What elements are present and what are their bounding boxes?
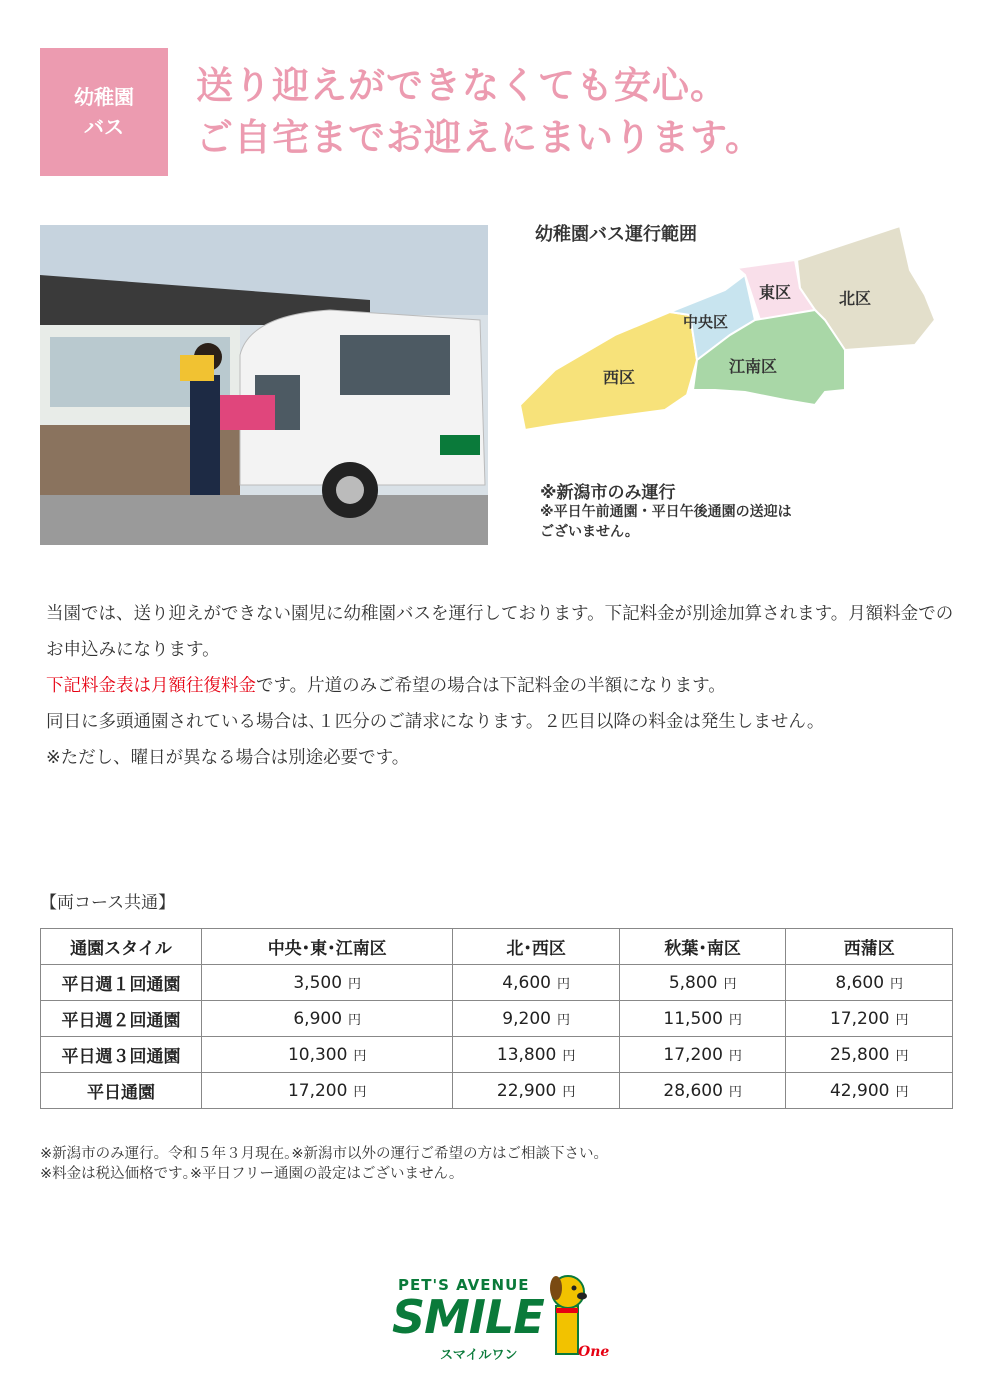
fee-cell: 42,900 円 [786, 1073, 953, 1109]
map-label-konan: 江南区 [729, 357, 778, 376]
description-p1: 当園では、送り迎えができない園児に幼稚園バスを運行しております。下記料金が別途加算されます。月額料金でのお申込みになります。 [46, 604, 954, 660]
logo-wordmark: SMILE [392, 1290, 544, 1344]
description-p2-rest: です。片道のみご希望の場合は下記料金の半額になります。 [256, 676, 726, 696]
badge-line2: バス [84, 115, 124, 139]
bus-photo [40, 225, 488, 545]
fee-cell: 8,600 円 [786, 965, 953, 1001]
row-label: 平日週２回通園 [41, 1001, 202, 1037]
row-label: 平日通園 [41, 1073, 202, 1109]
fee-cell: 3,500 円 [202, 965, 453, 1001]
description [46, 596, 956, 776]
fee-cell: 4,600 円 [453, 965, 620, 1001]
description-p4: ※ただし、曜日が異なる場合は別途必要です。 [46, 748, 410, 768]
section-badge [40, 48, 168, 176]
brand-logo [392, 1262, 612, 1362]
bus-photo-illustration [40, 225, 488, 545]
fee-cell: 11,500 円 [619, 1001, 786, 1037]
header-area-2: 北･西区 [453, 929, 620, 965]
headline-line1: 送り迎えができなくても安心。 [196, 64, 728, 107]
fee-cell: 13,800 円 [453, 1037, 620, 1073]
map-label-kita: 北区 [839, 289, 872, 308]
fee-cell: 17,200 円 [202, 1073, 453, 1109]
fee-cell: 10,300 円 [202, 1037, 453, 1073]
footnote-line2: ※料金は税込価格です｡※平日フリー通園の設定はございません。 [40, 1166, 464, 1182]
fee-cell: 22,900 円 [453, 1073, 620, 1109]
fee-cell: 17,200 円 [619, 1037, 786, 1073]
badge-line1: 幼稚園 [74, 85, 134, 109]
description-p2 [46, 668, 956, 704]
fee-cell: 5,800 円 [619, 965, 786, 1001]
header-style: 通園スタイル [41, 929, 202, 965]
map-note-line1: ※平日午前通園・平日午後通園の送迎は [540, 504, 792, 520]
footnote [40, 1144, 608, 1184]
table-row [41, 1073, 953, 1109]
header-area-1: 中央･東･江南区 [202, 929, 453, 965]
row-label: 平日週３回通園 [41, 1037, 202, 1073]
map-label-higashi: 東区 [759, 283, 792, 302]
map-note-no-service [540, 502, 792, 542]
map-label-nishi: 西区 [603, 368, 636, 387]
row-label: 平日週１回通園 [41, 965, 202, 1001]
route-map [515, 220, 945, 454]
footnote-line1: ※新潟市のみ運行。令和５年３月現在｡※新潟市以外の運行ご希望の方はご相談下さい。 [40, 1146, 609, 1162]
table-caption: 【両コース共通】 [40, 893, 176, 913]
table-row [41, 1037, 953, 1073]
map-note-line2: ございません。 [540, 524, 639, 540]
logo-tagline: PET'S AVENUE [398, 1276, 530, 1294]
fee-cell: 6,900 円 [202, 1001, 453, 1037]
table-row [41, 1001, 953, 1037]
route-map-svg [515, 220, 945, 450]
fee-cell: 25,800 円 [786, 1037, 953, 1073]
fee-table [40, 928, 953, 1109]
description-p2-highlight: 下記料金表は月額往復料金 [46, 676, 256, 696]
header-area-4: 西蒲区 [786, 929, 953, 965]
description-p3: 同日に多頭通園されている場合は､１匹分のご請求になります。２匹目以降の料金は発生しません。 [46, 712, 825, 732]
svg-text:One: One [578, 1344, 610, 1360]
headline [196, 60, 763, 164]
header-area-3: 秋葉･南区 [619, 929, 786, 965]
logo-kana: スマイルワン [440, 1348, 518, 1363]
table-row [41, 965, 953, 1001]
map-note-niigata-only: ※新潟市のみ運行 [540, 483, 676, 503]
headline-line2: ご自宅までお迎えにまいります。 [196, 116, 764, 159]
fee-table-header-row [41, 929, 953, 965]
dog-mascot-icon [542, 1266, 610, 1362]
fee-cell: 17,200 円 [786, 1001, 953, 1037]
fee-cell: 9,200 円 [453, 1001, 620, 1037]
fee-cell: 28,600 円 [619, 1073, 786, 1109]
map-label-chuo: 中央区 [683, 313, 729, 331]
map-title: 幼稚園バス運行範囲 [535, 224, 697, 245]
